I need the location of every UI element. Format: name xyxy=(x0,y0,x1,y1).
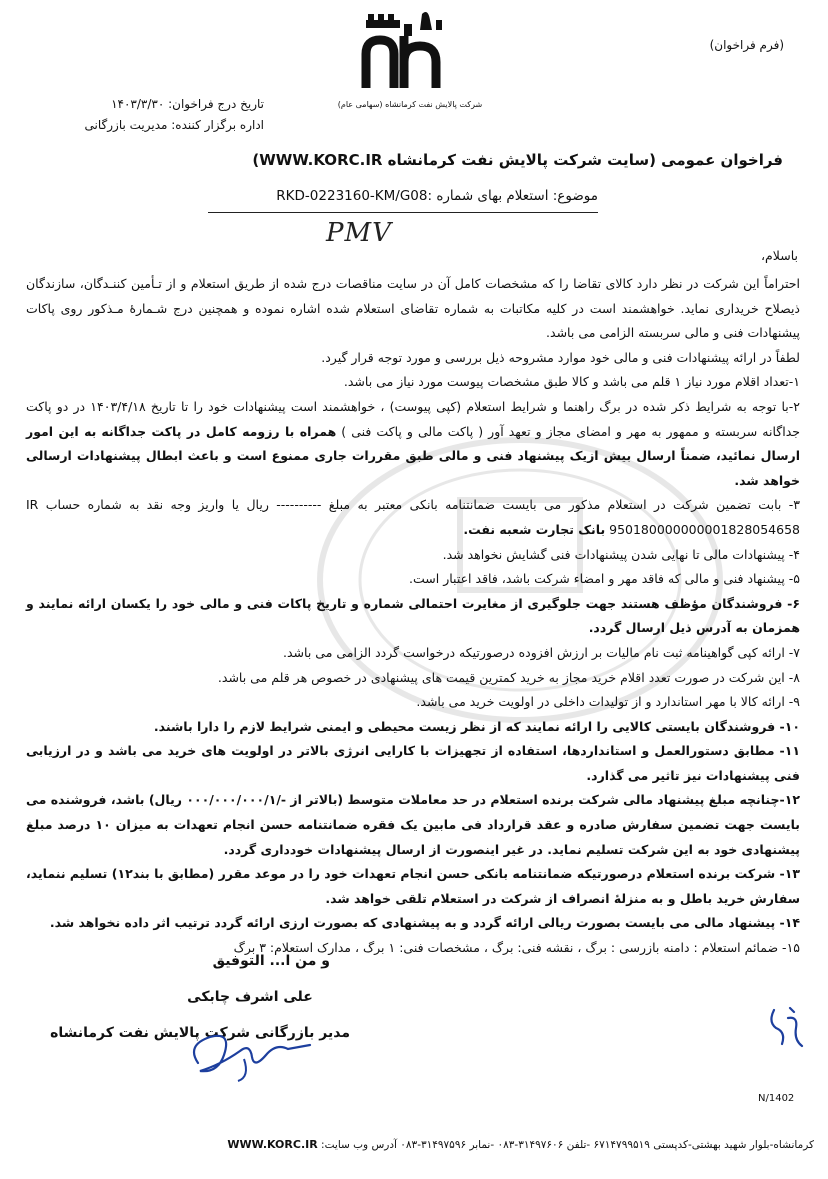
subject-line: موضوع: استعلام بهای شماره :RKD-0223160-KM/G08 xyxy=(276,188,598,204)
request-paragraph: لطفاً در ارائه پیشنهادات فنی و مالی خود موارد مشروحه ذیل بررسی و مورد توجه قرار گیرد. xyxy=(321,349,800,365)
footer-address-text: کرمانشاه-بلوار شهید بهشتی-کدپستی ۶۷۱۴۷۹۹۵۱۹ -تلفن ۳۱۴۹۷۶۰۶-۰۸۳ -نمابر ۳۱۴۹۷۵۹۶-۰۸۳ آدرس وب سایت: xyxy=(321,1139,814,1151)
logo-caption: شرکت پالایش نفت کرمانشاه (سهامی عام) xyxy=(337,100,483,109)
handwritten-code: PMV xyxy=(326,218,392,248)
reference-number: N/1402 xyxy=(758,1093,795,1104)
clause-2-part-a: ۲-با توجه به شرایط ذکر شده در برگ راهنما و شرایط استعلام (کپی پیوست) ، خواهشمند است پیشنهادات خود را تا تاریخ ۱۴۰۳/۴/۱۸ در دو پاکت جداگانه سربسته و ممهور به مهر و امضای مجاز و تعهد آور ( پاکت مالی و پاکت فنی ) xyxy=(26,398,800,439)
clause-2-part-c: به این امور ارسال نمائید، ضمناً ارسال بیش ازیک پیشنهاد فنی و مالی طبق مقررات جاری ممنوع است و باعث ابطال پیشنهادات ارسالی خواهد شد. xyxy=(26,423,800,488)
handwritten-initials xyxy=(760,1000,810,1055)
form-label: (فرم فراخوان) xyxy=(709,38,784,52)
clause-10: ۱۰- فروشندگان بایستی کالایی را ارائه نمایند که از نظر زیست محیطی و ایمنی شرایط لازم را دارا باشند. xyxy=(153,718,800,734)
clause-14: ۱۴- پیشنهاد مالی می بایست بصورت ریالی ارائه گردد و به پیشنهادی که بصورت ارزی ارائه گردد ترتیب اثر داده نخواهد شد. xyxy=(49,915,800,931)
clause-3 xyxy=(26,493,800,542)
clause-11: ۱۱- مطابق دستورالعمل و استانداردها، استفاده از تجهیزات با کارایی انرژی بالاتر در اولویت های خرید می باشد و در ارزیابی فنی پیشنهادات نیز تاثیر می گذارد. xyxy=(26,743,800,783)
clause-15: ۱۵- ضمائم استعلام : دامنه بازرسی : برگ ، نقشه فنی: برگ ، مشخصات فنی: ۱ برگ ، مدارک استعلام: ۳ برگ xyxy=(233,940,800,956)
footer-website-link[interactable]: WWW.KORC.IR xyxy=(227,1138,318,1151)
signer-name: علی اشرف چابکی xyxy=(187,989,313,1005)
clause-1: ۱-تعداد اقلام مورد نیاز ۱ قلم می باشد و کالا طبق مشخصات پیوست مورد نیاز می باشد. xyxy=(343,374,800,390)
clause-3-text: ۳- بابت تضمین شرکت در استعلام مذکور می بایست ضمانتنامه بانکی معتبر به مبلغ ---------- ریال یا واریز وجه نقد به شماره حساب IR 950180000000001828054658 xyxy=(26,497,800,537)
clause-8: ۸- این شرکت در صورت تعدد اقلام خرید مجاز به خرید کمترین قیمت های پیشنهادی در خصوص هر قلم می باشد. xyxy=(217,669,800,685)
company-logo xyxy=(346,10,466,130)
clause-13: ۱۳- شرکت برنده استعلام درصورتیکه ضمانتنامه بانکی حسن انجام تعهدات خود را در موعد مقرر (مطابق با بند۱۲) تسلیم ننماید، سفارش خرید باطل و به منزلهٔ انصراف از شرکت در استعلام تلقی خواهد شد. xyxy=(26,866,801,906)
organizer: اداره برگزار کننده: مدیریت بازرگانی xyxy=(84,118,264,132)
signature xyxy=(180,1015,320,1090)
clause-5: ۵- پیشنهاد فنی و مالی که فاقد مهر و امضاء شرکت باشد، فاقد اعتبار است. xyxy=(409,571,800,587)
document-meta xyxy=(64,94,264,136)
clause-6: ۶- فروشندگان مؤظف هستند جهت جلوگیری از مغایرت احتمالی شماره و تاریخ پاکات فنی و مالی خود را یکسان ارائه نمایند و همزمان به آدرس ذیل ارسال گردد. xyxy=(26,595,800,636)
greeting: باسلام، xyxy=(761,248,798,263)
signer-title: مدیر بازرگانی شرکت پالایش نفت کرمانشاه xyxy=(50,1025,350,1041)
document-title: فراخوان عمومی (سایت شرکت پالایش نفت کرمانشاه WWW.KORC.IR) xyxy=(252,151,783,169)
footer-address xyxy=(94,1138,814,1151)
clause-3-bank: بانک تجارت شعبه نفت. xyxy=(463,521,606,537)
closing-salutation: و من ا... التوفیق xyxy=(212,953,330,969)
clause-2-resume-note: همراه با رزومه کامل در پاکت جداگانه xyxy=(101,423,337,439)
clause-2 xyxy=(26,395,800,493)
clause-4: ۴- پیشنهادات مالی تا نهایی شدن پیشنهادات فنی گشایش نخواهد شد. xyxy=(442,546,800,562)
clause-7: ۷- ارائه کپی گواهینامه ثبت نام مالیات بر ارزش افزوده درصورتیکه درخواست گردد الزامی می باشد. xyxy=(283,644,800,660)
publish-date: تاریخ درج فراخوان: ۱۴۰۳/۳/۳۰ xyxy=(111,97,264,111)
clause-9: ۹- ارائه کالا با مهر استاندارد و از تولیدات داخلی در اولویت خرید می باشد. xyxy=(416,694,800,710)
intro-paragraph: احتراماً این شرکت در نظر دارد کالای تقاضا را که مشخصات کامل آن در سایت مناقصات درج شده از طریق استعلام و از تـأمین کننـدگان، سازندگان ذیصلاح خریداری نماید. خواهشمند است در کلیه مکاتبات به شماره تقاضای استعلام شده اشاره نموده و همچنین درج شـمارهٔ مـذکور روی پاکات پیشنهادات فنی و مالی سربسته الزامی می باشد. xyxy=(26,276,800,341)
clause-12: ۱۲-چنانچه مبلغ پیشنهاد مالی شرکت برنده استعلام در حد معاملات متوسط (بالاتر از -/۰۰۰/۰۰۰/۰۰۰/۱ ریال) باشد، فروشنده می بایست جهت تضمین سفارش صادره و عقد قرارداد فی مابین یک فقره ضمانتنامه حسن انجام تعهدات به میزان ۱۰ درصد مبلغ پیشنهادی خود به این شرکت تسلیم نماید. در غیر اینصورت از ارسال پیشنهادات خودداری گردد. xyxy=(26,792,800,857)
subject-underline xyxy=(208,212,598,213)
letter-body xyxy=(26,272,800,961)
